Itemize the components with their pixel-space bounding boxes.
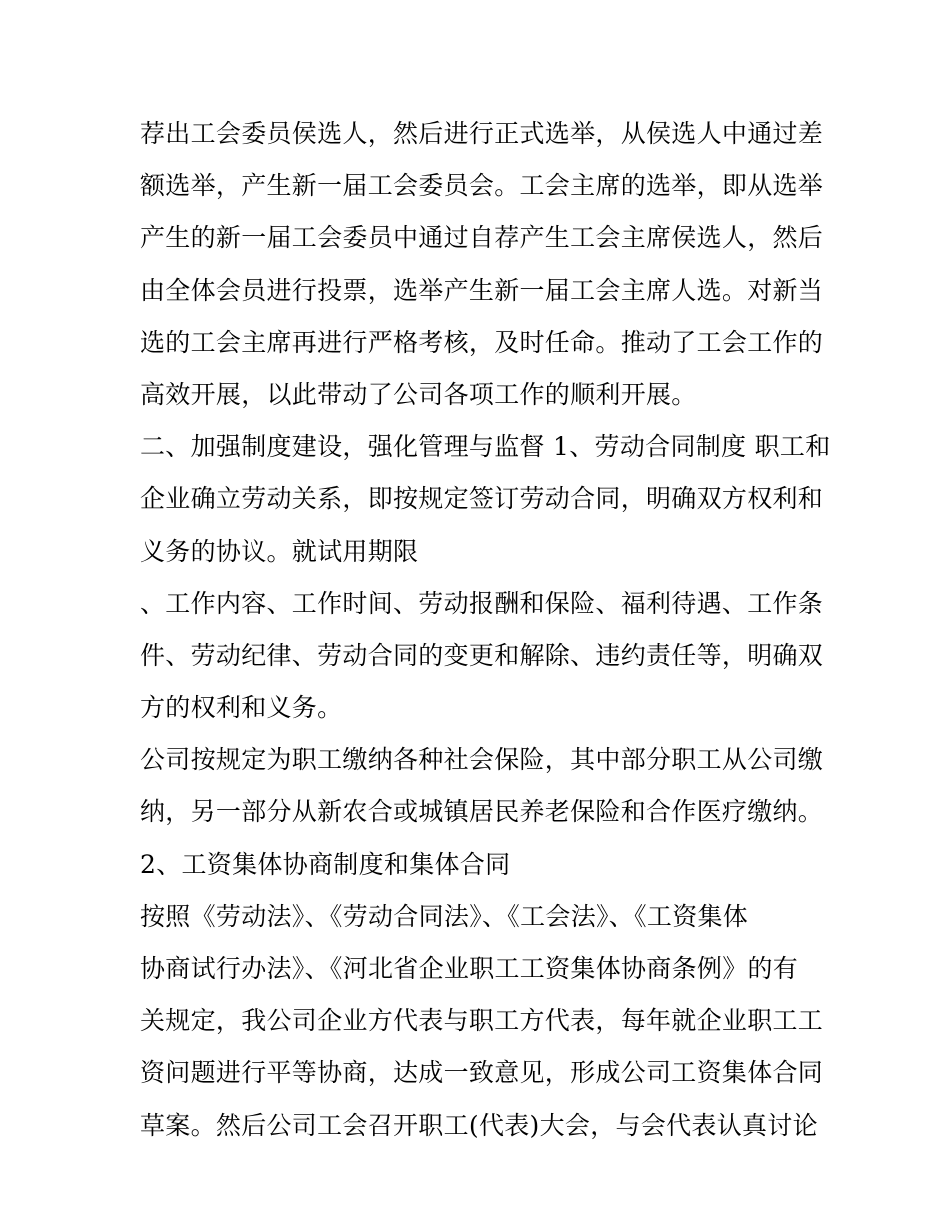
text-line-18: 关规定，我公司企业方代表与职工方代表，每年就企业职工工	[140, 1006, 824, 1036]
text-line-15: 2、工资集体协商制度和集体合同	[140, 849, 511, 879]
text-line-17: 协商试行办法》、《河北省企业职工工资集体协商条例》的有	[140, 954, 799, 983]
text-line-6: 高效开展，以此带动了公司各项工作的顺利开展。	[140, 379, 697, 409]
text-line-12: 方的权利和义务。	[140, 693, 343, 723]
text-line-4: 由全体会员进行投票，选举产生新一届工会主席人选。对新当	[140, 275, 824, 305]
text-line-2: 额选举，产生新一届工会委员会。工会主席的选举，即从选举	[140, 171, 824, 201]
text-line-3: 产生的新一届工会委员中通过自荐产生工会主席侯选人，然后	[140, 223, 824, 253]
document-page	[140, 108, 831, 1152]
text-line-9: 义务的协议。就试用期限	[140, 536, 419, 566]
text-line-7: 二、加强制度建设，强化管理与监督 1、劳动合同制度 职工和	[140, 432, 831, 462]
text-line-11: 件、劳动纪律、劳动合同的变更和解除、违约责任等，明确双	[140, 640, 824, 670]
text-line-8: 企业确立劳动关系，即按规定签订劳动合同，明确双方权利和	[140, 484, 824, 514]
text-line-13: 公司按规定为职工缴纳各种社会保险，其中部分职工从公司缴	[140, 745, 824, 775]
text-line-20: 草案。然后公司工会召开职工(代表)大会，与会代表认真讨论	[140, 1110, 818, 1140]
text-line-5: 选的工会主席再进行严格考核，及时任命。推动了工会工作的	[140, 327, 824, 357]
text-line-14: 纳，另一部分从新农合或城镇居民养老保险和合作医疗缴纳。	[140, 797, 824, 827]
text-line-19: 资问题进行平等协商，达成一致意见，形成公司工资集体合同	[140, 1058, 824, 1088]
text-line-1: 荐出工会委员侯选人，然后进行正式选举，从侯选人中通过差	[140, 119, 824, 148]
text-line-16: 按照《劳动法》、《劳动合同法》、《工会法》、《工资集体	[140, 901, 749, 931]
text-line-10: 、工作内容、工作时间、劳动报酬和保险、福利待遇、工作条	[140, 588, 824, 618]
